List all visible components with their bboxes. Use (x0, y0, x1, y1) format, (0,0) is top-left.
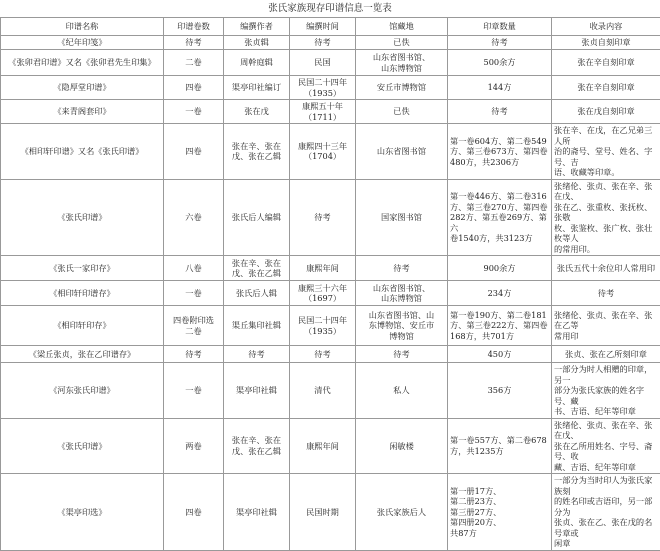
table-cell: 一卷 (164, 363, 224, 419)
table-cell: 山东省图书馆、 山东博物馆 (356, 281, 448, 306)
table-row (1, 179, 660, 256)
table-cell: 《张氏印谱》 (1, 418, 164, 474)
table-cell: 一部分为当时印人为张氏家族刻 的姓名印或吉语印，另一部分为 张贞、张在乙、张在戊的名号章或 闲章 (552, 474, 660, 551)
table-cell: 国家图书馆 (356, 179, 448, 256)
table-cell: 安丘市博物馆 (356, 76, 448, 100)
table-row (1, 346, 660, 363)
table-cell: 渠丘集印社辑 (224, 306, 290, 346)
table-cell: 张在辛自刻印章 (552, 76, 660, 100)
header-cell: 编撰时间 (290, 18, 356, 36)
table-row (1, 76, 660, 100)
header-cell: 收录内容 (552, 18, 660, 36)
table-title: 张氏家族现存印谱信息一览表 (0, 0, 660, 17)
table-cell: 山东省图书馆、 山东博物馆 (356, 50, 448, 76)
table-cell: 《纪年印笺》 (1, 36, 164, 50)
table-cell: 《隐厚堂印谱》 (1, 76, 164, 100)
table-cell: 四卷 (164, 474, 224, 551)
table-cell: 张在辛、张在 戊、张在乙辑 (224, 124, 290, 180)
table-cell: 张在辛自刻印章 (552, 50, 660, 76)
table-row (1, 256, 660, 281)
table-row (1, 363, 660, 419)
table-cell: 山东省图书馆 (356, 124, 448, 180)
table-cell: 一卷 (164, 281, 224, 306)
header-row (1, 18, 660, 36)
table-body (1, 36, 660, 551)
table-cell: 闲敏楼 (356, 418, 448, 474)
table-cell: 待考 (448, 100, 552, 124)
table-cell: 民国 (290, 50, 356, 76)
table-cell: 500余方 (448, 50, 552, 76)
table-cell: 《梁丘张贞，张在乙印谱存》 (1, 346, 164, 363)
table-cell: 张氏后人编辑 (224, 179, 290, 256)
table-cell: 《相印轩印存》 (1, 306, 164, 346)
table-cell: 待考 (290, 36, 356, 50)
table-cell: 待考 (448, 36, 552, 50)
table-cell: 356方 (448, 363, 552, 419)
table-cell: 渠亭印社辑 (224, 363, 290, 419)
table-cell: 《相印轩印谱》又名《张氏印谱》 (1, 124, 164, 180)
table-cell: 一卷 (164, 100, 224, 124)
table-cell: 八卷 (164, 256, 224, 281)
table-cell: 张在戊 (224, 100, 290, 124)
table-cell: 一部分为时人相赠的印章，另一 部分为张氏家族的姓名字号、藏 书、吉语、纪年等印章 (552, 363, 660, 419)
table-cell: 张氏家族后人 (356, 474, 448, 551)
table-cell: 待考 (356, 256, 448, 281)
table-cell: 张在辛、张在 戊、张在乙辑 (224, 256, 290, 281)
table-cell: 私人 (356, 363, 448, 419)
seal-catalog-table (0, 17, 660, 551)
table-cell: 康熙年间 (290, 418, 356, 474)
table-cell: 待考 (552, 281, 660, 306)
table-cell: 张绪伦、张贞、张在辛、张在戊、 张在乙、张重枚、张抚枚、张敬 枚、张鉴枚、张广枚、张壮枚等人 的常用印。 (552, 179, 660, 256)
table-row (1, 281, 660, 306)
table-cell: 第一册17方、 第二册23方、 第三册27方、 第四册20方、 共87方 (448, 474, 552, 551)
table-row (1, 50, 660, 76)
table-cell: 已佚 (356, 100, 448, 124)
table-cell: 900余方 (448, 256, 552, 281)
table-cell: 六卷 (164, 179, 224, 256)
table-cell: 周幹庭辑 (224, 50, 290, 76)
table-row (1, 124, 660, 180)
table-cell: 450方 (448, 346, 552, 363)
table-row (1, 36, 660, 50)
table-cell: 张贞、张在乙所刻印章 (552, 346, 660, 363)
table-cell: 张绪伦、张贞、张在辛、张在戊、 张在乙所用姓名、字号、斋号、收 藏、吉语、纪年等印章 (552, 418, 660, 474)
table-cell: 第一卷604方、第二卷549 方、第三卷673方、第四卷 480方，共2306方 (448, 124, 552, 180)
table-cell: 康熙五十年 （1711） (290, 100, 356, 124)
table-cell: 《张氏印谱》 (1, 179, 164, 256)
table-cell: 山东省图书馆、山 东博物馆、安丘市 博物馆 (356, 306, 448, 346)
table-cell: 第一卷557方、第二卷678 方，共1235方 (448, 418, 552, 474)
table-row (1, 100, 660, 124)
table-cell: 民国时期 (290, 474, 356, 551)
table-cell: 四卷 (164, 76, 224, 100)
header-cell: 印章数量 (448, 18, 552, 36)
table-cell: 四卷 (164, 124, 224, 180)
table-cell: 民国二十四年 （1935） (290, 76, 356, 100)
table-cell: 待考 (164, 346, 224, 363)
table-cell: 康熙年间 (290, 256, 356, 281)
table-cell: 《相印轩印谱存》 (1, 281, 164, 306)
table-cell: 144方 (448, 76, 552, 100)
table-cell: 已佚 (356, 36, 448, 50)
table-cell: 第一卷446方、第二卷316 方、第三卷270方、第四卷 282方、第五卷269方、第六 卷1540方，共3123方 (448, 179, 552, 256)
table-cell: 《来青阁套印》 (1, 100, 164, 124)
table-cell: 张贞自刻印章 (552, 36, 660, 50)
table-cell: 《河东张氏印谱》 (1, 363, 164, 419)
header-cell: 馆藏地 (356, 18, 448, 36)
table-cell: 张在辛、在戊，在乙兄弟三人所 治的斋号、堂号、姓名、字号、吉 语、收藏等印章。 (552, 124, 660, 180)
table-row (1, 306, 660, 346)
table-cell: 四卷附印选 二卷 (164, 306, 224, 346)
table-row (1, 474, 660, 551)
table-cell: 第一卷190方、第二卷181 方、第三卷222方、第四卷 168方，共701方 (448, 306, 552, 346)
table-cell: 张在戊自刻印章 (552, 100, 660, 124)
header-cell: 印谱卷数 (164, 18, 224, 36)
table-row (1, 418, 660, 474)
table-cell: 两卷 (164, 418, 224, 474)
table-cell: 待考 (224, 346, 290, 363)
table-cell: 张在辛、张在 戊、张在乙辑 (224, 418, 290, 474)
table-cell: 民国二十四年 （1935） (290, 306, 356, 346)
table-cell: 康熙三十六年 （1697） (290, 281, 356, 306)
table-cell: 待考 (164, 36, 224, 50)
table-cell: 《张卯君印谱》又名《张卯君先生印集》 (1, 50, 164, 76)
table-cell: 二卷 (164, 50, 224, 76)
table-cell: 《渠亭印选》 (1, 474, 164, 551)
table-cell: 张氏后人辑 (224, 281, 290, 306)
table-cell: 张氏五代十余位印人常用印 (552, 256, 660, 281)
table-cell: 康熙四十三年 （1704） (290, 124, 356, 180)
table-cell: 待考 (290, 346, 356, 363)
table-cell: 待考 (290, 179, 356, 256)
header-cell: 编撰作者 (224, 18, 290, 36)
table-cell: 张贞辑 (224, 36, 290, 50)
table-cell: 《张氏一家印存》 (1, 256, 164, 281)
table-cell: 渠亭印社编订 (224, 76, 290, 100)
table-cell: 待考 (356, 346, 448, 363)
table-cell: 234方 (448, 281, 552, 306)
table-cell: 清代 (290, 363, 356, 419)
table-cell: 渠亭印社辑 (224, 474, 290, 551)
header-cell: 印谱名称 (1, 18, 164, 36)
table-cell: 张绪伦、张贞、张在辛、张在乙等 常用印 (552, 306, 660, 346)
